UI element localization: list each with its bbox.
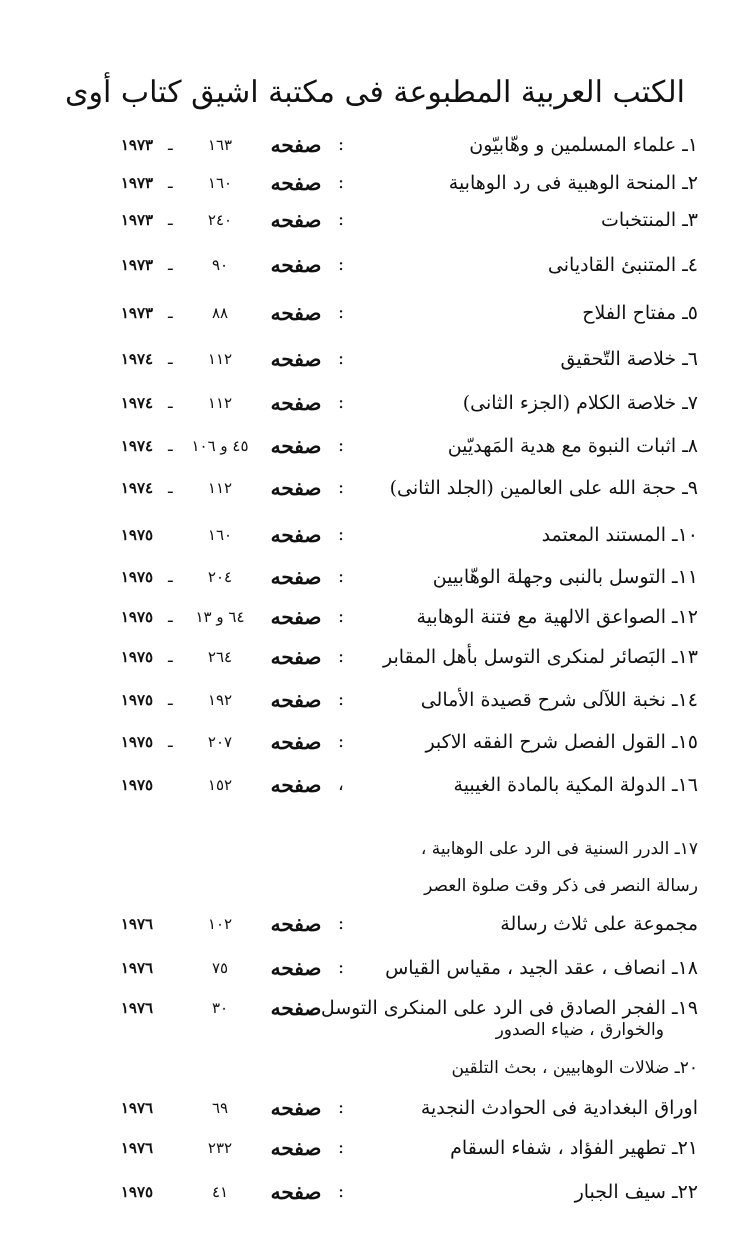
page-label: صفحه	[270, 301, 322, 325]
page-count: ١٠٢	[207, 915, 233, 933]
page-count: ٤١	[211, 1183, 229, 1201]
book-title: ١١ـ التوسل بالنبى وجهلة الوهّابيين	[432, 566, 698, 588]
book-title: ٣ـ المنتخبات	[600, 209, 698, 231]
page-label: صفحه	[270, 565, 322, 589]
separator-colon: :	[338, 134, 345, 155]
separator-dash: ـ	[168, 255, 173, 274]
separator-dash: ـ	[168, 210, 173, 229]
page-label: صفحه	[270, 133, 322, 157]
separator-colon: :	[338, 606, 345, 627]
page-label: صفحه	[270, 688, 322, 712]
publication-year: ١٩٧٥	[120, 1183, 154, 1201]
entry-20-line: ٢٠ـ ضلالات الوهابيين ، بحث التلقين	[451, 1058, 698, 1078]
page-count: ١٩٢	[207, 691, 233, 709]
entry-17-line: ١٧ـ الدرر السنية فى الرد على الوهابية ،	[420, 839, 698, 859]
book-entry-17-collection	[0, 904, 750, 944]
book-title: ١٣ـ البَصائر لمنكرى التوسل بأهل المقابر	[382, 646, 698, 668]
book-title: ٨ـ اثبات النبوة مع هدية المَهديّين	[447, 435, 698, 457]
page-count: ١٦٣	[207, 136, 233, 154]
book-title: ٥ـ مفتاح الفلاح	[582, 302, 698, 324]
page-label: صفحه	[270, 434, 322, 458]
separator-colon: :	[338, 524, 345, 545]
book-title: ٢٢ـ سيف الجبار	[574, 1181, 698, 1203]
book-title: ١٠ـ المستند المعتمد	[541, 524, 698, 546]
separator-dash: ـ	[168, 135, 173, 154]
page-label: صفحه	[270, 208, 322, 232]
book-title: ١٦ـ الدولة المكية بالمادة الغيبية	[453, 774, 698, 796]
book-entry-18	[0, 948, 750, 988]
publication-year: ١٩٧٥	[120, 691, 154, 709]
page-count: ١٥٢	[207, 776, 233, 794]
separator-dash: ـ	[168, 303, 173, 322]
page-count: ٢٤٠	[207, 211, 233, 229]
book-entry-13	[0, 637, 750, 677]
separator-colon: :	[338, 477, 345, 498]
book-entry-15	[0, 722, 750, 762]
book-title: مجموعة على ثلاث رسالة	[500, 913, 698, 935]
publication-year: ١٩٧٦	[120, 999, 154, 1017]
page-count: ٦٩	[211, 1099, 229, 1117]
publication-year: ١٩٧٤	[120, 479, 154, 497]
page-label: صفحه	[270, 476, 322, 500]
book-entry-14	[0, 680, 750, 720]
separator-colon: :	[338, 348, 345, 369]
entry-17-subline: رسالة النصر فى ذكر وقت صلوة العصر	[424, 876, 698, 896]
book-entry-9	[0, 468, 750, 508]
publication-year: ١٩٧٤	[120, 394, 154, 412]
book-entry-6	[0, 339, 750, 379]
entry-19-subline: والخوارق ، ضياء الصدور	[495, 1020, 664, 1040]
separator-colon: :	[338, 566, 345, 587]
separator-colon: :	[338, 254, 345, 275]
publication-year: ١٩٧٣	[120, 136, 154, 154]
publication-year: ١٩٧٥	[120, 608, 154, 626]
page-count: ١١٢	[207, 394, 233, 412]
page-label: صفحه	[270, 996, 322, 1020]
page-title: الكتب العربية المطبوعة فى مكتبة اشيق كتاب أوى	[65, 75, 685, 111]
page-label: صفحه	[270, 605, 322, 629]
separator-colon: :	[338, 689, 345, 710]
page-label: صفحه	[270, 1136, 322, 1160]
separator-colon: :	[338, 957, 345, 978]
separator-dash: ـ	[168, 567, 173, 586]
book-title: ١ـ علماء المسلمين و وهّابيّون	[469, 134, 698, 156]
separator-dash: ـ	[168, 478, 173, 497]
page-label: صفحه	[270, 912, 322, 936]
page-label: صفحه	[270, 1096, 322, 1120]
book-title: ٩ـ حجة الله على العالمين (الجلد الثانى)	[389, 477, 698, 499]
publication-year: ١٩٧٣	[120, 211, 154, 229]
separator-dash: ـ	[168, 393, 173, 412]
publication-year: ١٩٧٥	[120, 526, 154, 544]
page-count: ١١٢	[207, 479, 233, 497]
page-count: ٢٠٤	[207, 568, 233, 586]
publication-year: ١٩٧٥	[120, 733, 154, 751]
separator-dash: ـ	[168, 436, 173, 455]
page-count: ٩٠	[211, 256, 229, 274]
book-entry-16	[0, 765, 750, 805]
separator-colon: :	[338, 302, 345, 323]
page-count: ١٦٠	[207, 174, 233, 192]
book-title: ١٨ـ انصاف ، عقد الجيد ، مقياس القياس	[385, 957, 698, 979]
book-title: ١٤ـ نخبة اللآلى شرح قصيدة الأمالى	[420, 689, 698, 711]
publication-year: ١٩٧٥	[120, 568, 154, 586]
book-entry-22	[0, 1172, 750, 1212]
separator-colon: ،	[338, 774, 344, 795]
book-entry-20	[0, 1088, 750, 1128]
book-entry-3	[0, 200, 750, 240]
separator-colon: :	[338, 1097, 345, 1118]
separator-colon: :	[338, 209, 345, 230]
publication-year: ١٩٧٥	[120, 776, 154, 794]
page-label: صفحه	[270, 253, 322, 277]
page-label: صفحه	[270, 391, 322, 415]
page-label: صفحه	[270, 773, 322, 797]
publication-year: ١٩٧٦	[120, 915, 154, 933]
publication-year: ١٩٧٥	[120, 648, 154, 666]
book-entry-21	[0, 1128, 750, 1168]
page-count: ٢٦٤	[207, 648, 233, 666]
page-label: صفحه	[270, 645, 322, 669]
separator-dash: ـ	[168, 349, 173, 368]
book-entry-4	[0, 245, 750, 285]
book-entry-11	[0, 557, 750, 597]
book-entry-2	[0, 163, 750, 203]
page-label: صفحه	[270, 956, 322, 980]
book-title: ٢ـ المنحة الوهبية فى رد الوهابية	[448, 172, 698, 194]
separator-dash: ـ	[168, 173, 173, 192]
separator-colon: :	[338, 646, 345, 667]
publication-year: ١٩٧٤	[120, 437, 154, 455]
page-count: ٧٥	[211, 959, 229, 977]
page-label: صفحه	[270, 347, 322, 371]
page-count: ٤٥ و ١٠٦	[191, 437, 249, 455]
page-count: ٢٣٢	[207, 1139, 233, 1157]
separator-colon: :	[338, 172, 345, 193]
separator-dash: ـ	[168, 647, 173, 666]
page-label: صفحه	[270, 171, 322, 195]
book-title: ٧ـ خلاصة الكلام (الجزء الثانى)	[462, 392, 698, 414]
publication-year: ١٩٧٦	[120, 1139, 154, 1157]
book-title: ١٥ـ القول الفصل شرح الفقه الاكبر	[425, 731, 698, 753]
book-title: اوراق البغدادية فى الحوادث النجدية	[420, 1097, 698, 1119]
separator-colon: :	[338, 435, 345, 456]
page-count: ٣٠	[211, 999, 229, 1017]
book-title: ٦ـ خلاصة التّحقيق	[560, 348, 698, 370]
page-count: ٨٨	[211, 304, 229, 322]
book-title: ١٩ـ الفجر الصادق فى الرد على المنكرى التوسل ،	[308, 997, 698, 1019]
separator-colon: :	[338, 1137, 345, 1158]
publication-year: ١٩٧٦	[120, 959, 154, 977]
separator-colon: :	[338, 1181, 345, 1202]
separator-colon: :	[338, 392, 345, 413]
book-entry-12	[0, 597, 750, 637]
page-count: ٦٤ و ١٣	[195, 608, 245, 626]
book-title: ٢١ـ تطهير الفؤاد ، شفاء السقام	[450, 1137, 698, 1159]
separator-dash: ـ	[168, 607, 173, 626]
publication-year: ١٩٧٣	[120, 304, 154, 322]
page-count: ٢٠٧	[207, 733, 233, 751]
book-entry-7	[0, 383, 750, 423]
book-title: ٤ـ المتنبئ القاديانى	[547, 254, 698, 276]
page-label: صفحه	[270, 730, 322, 754]
publication-year: ١٩٧٣	[120, 256, 154, 274]
separator-dash: ـ	[168, 690, 173, 709]
book-entry-5	[0, 293, 750, 333]
publication-year: ١٩٧٣	[120, 174, 154, 192]
book-title: ١٢ـ الصواعق الالهية مع فتنة الوهابية	[416, 606, 698, 628]
separator-colon: :	[338, 913, 345, 934]
page-label: صفحه	[270, 523, 322, 547]
page-label: صفحه	[270, 1180, 322, 1204]
book-entry-8	[0, 426, 750, 466]
page-count: ١١٢	[207, 350, 233, 368]
book-entry-10	[0, 515, 750, 555]
publication-year: ١٩٧٦	[120, 1099, 154, 1117]
separator-colon: :	[338, 731, 345, 752]
separator-dash: ـ	[168, 732, 173, 751]
publication-year: ١٩٧٤	[120, 350, 154, 368]
page-count: ١٦٠	[207, 526, 233, 544]
book-entry-1	[0, 125, 750, 165]
